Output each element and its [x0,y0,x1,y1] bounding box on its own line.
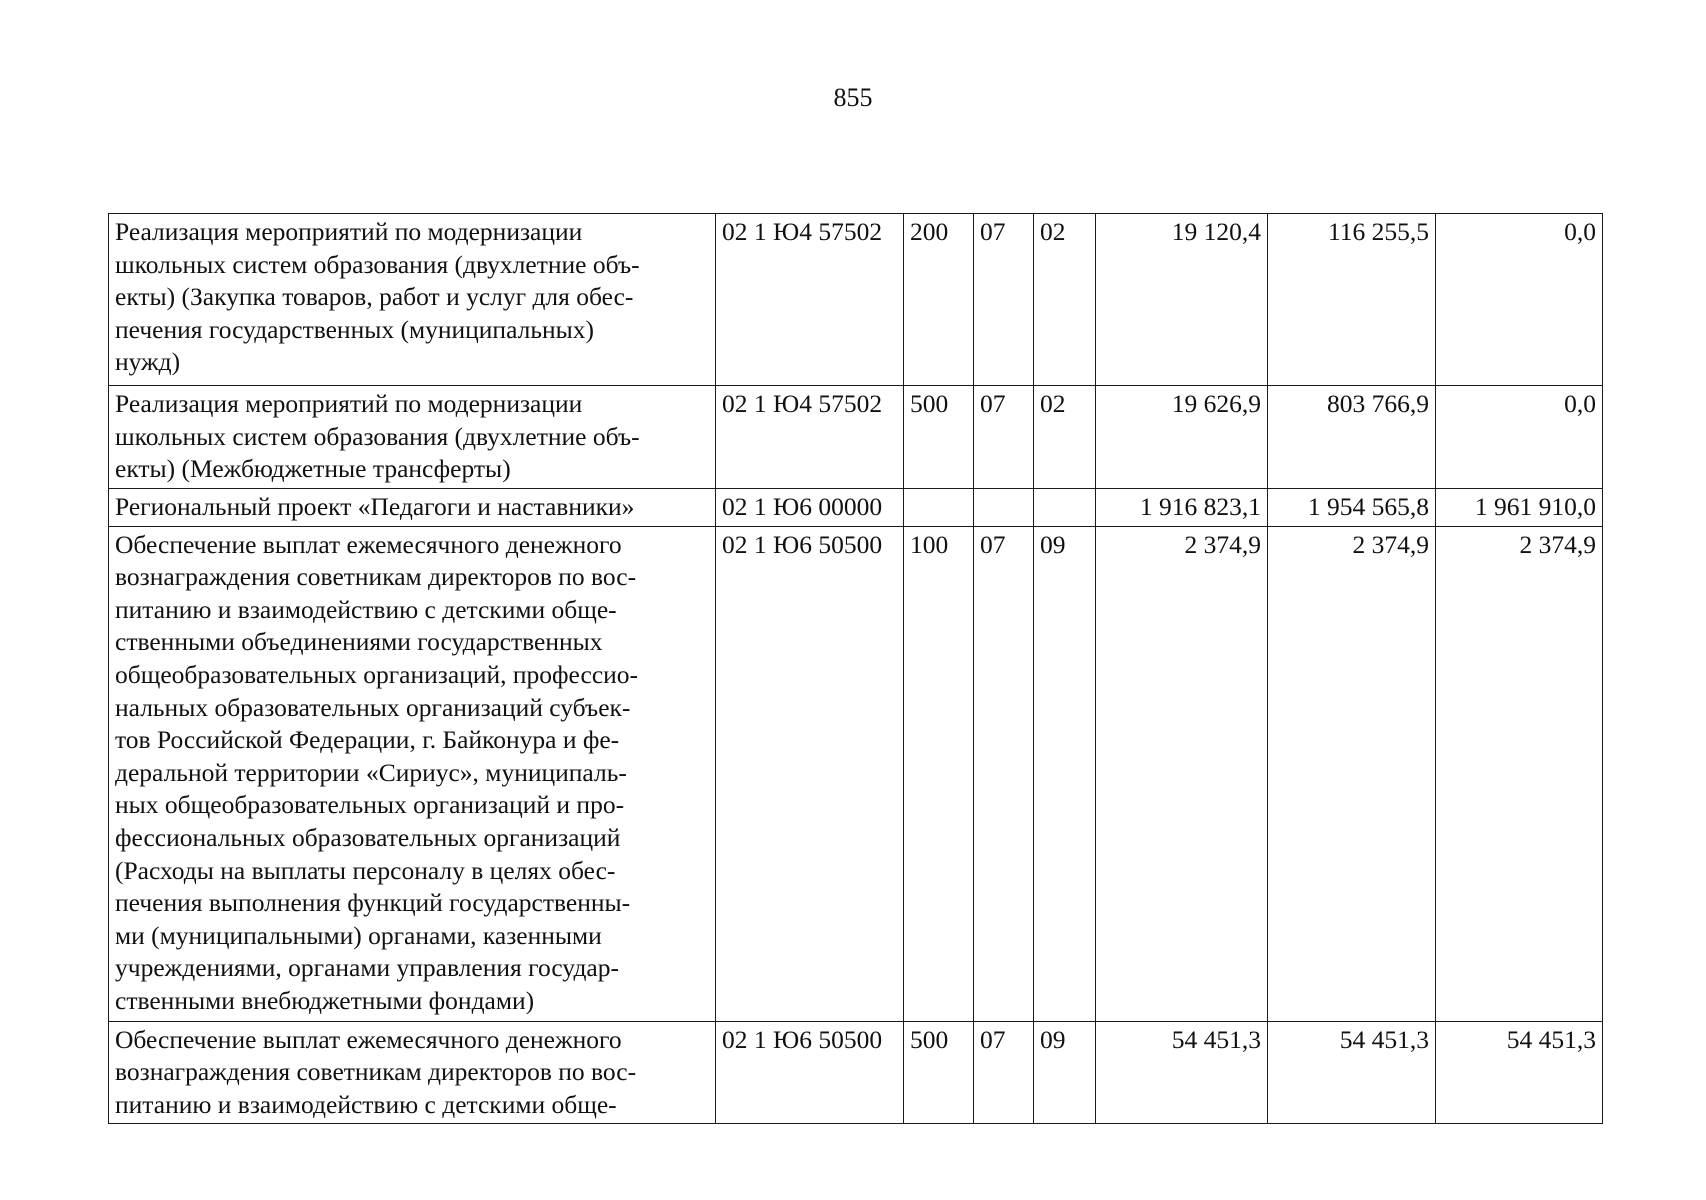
amount-year1-cell: 54 451,3 [1096,1021,1268,1124]
section-cell: 07 [974,526,1034,1021]
amount-year3-cell: 0,0 [1436,386,1603,489]
expense-name-cell: Реализация мероприятий по модернизации школьных систем образования (двухлетние объ- екты) (Межбюджетные трансферты) [109,386,716,489]
amount-year3-cell: 54 451,3 [1436,1021,1603,1124]
amount-year3-cell: 1 961 910,0 [1436,489,1603,527]
subsection-cell: 09 [1034,1021,1096,1124]
target-code-cell: 02 1 Ю6 50500 [716,1021,904,1124]
amount-year2-cell: 803 766,9 [1268,386,1436,489]
amount-year1-cell: 2 374,9 [1096,526,1268,1021]
amount-year2-cell: 2 374,9 [1268,526,1436,1021]
expense-type-cell [904,489,974,527]
amount-year2-cell: 1 954 565,8 [1268,489,1436,527]
expense-name-cell: Обеспечение выплат ежемесячного денежного вознаграждения советникам директоров по вос- питанию и взаимодействию с детскими обще- ственными объединениями государственных общеобразовательных организаций, профессио- нальных образовательных организаций субъек- тов Российской Федерации, г. Байконура и фе- деральной территории «Сириус», муниципаль- ных общеобразовательных организаций и про- фессиональных образовательных организаций (Расходы на выплаты персоналу в целях обес- печения выполнения функций государственны- ми (муниципальными) органами, казенными учреждениями, органами управления государ- ственными внебюджетными фондами) [109,526,716,1021]
subsection-cell: 02 [1034,386,1096,489]
section-cell [974,489,1034,527]
subsection-cell: 02 [1034,214,1096,386]
amount-year1-cell: 1 916 823,1 [1096,489,1268,527]
target-code-cell: 02 1 Ю4 57502 [716,214,904,386]
expense-type-cell: 200 [904,214,974,386]
expense-type-cell: 500 [904,1021,974,1124]
section-cell: 07 [974,1021,1034,1124]
amount-year3-cell: 2 374,9 [1436,526,1603,1021]
amount-year2-cell: 116 255,5 [1268,214,1436,386]
subsection-cell: 09 [1034,526,1096,1021]
target-code-cell: 02 1 Ю4 57502 [716,386,904,489]
target-code-cell: 02 1 Ю6 00000 [716,489,904,527]
amount-year2-cell: 54 451,3 [1268,1021,1436,1124]
table-row [109,386,1603,489]
expense-name-cell: Обеспечение выплат ежемесячного денежного вознаграждения советникам директоров по вос- питанию и взаимодействию с детскими обще- [109,1021,716,1124]
subsection-cell [1034,489,1096,527]
table-row [109,489,1603,527]
expense-type-cell: 100 [904,526,974,1021]
table-row [109,214,1603,386]
amount-year1-cell: 19 626,9 [1096,386,1268,489]
table-row [109,526,1603,1021]
amount-year3-cell: 0,0 [1436,214,1603,386]
section-cell: 07 [974,214,1034,386]
table-row [109,1021,1603,1124]
expense-name-cell: Региональный проект «Педагоги и наставники» [109,489,716,527]
budget-table [108,213,1603,1124]
section-cell: 07 [974,386,1034,489]
expense-name-cell: Реализация мероприятий по модернизации школьных систем образования (двухлетние объ- екты) (Закупка товаров, работ и услуг для обес- печения государственных (муниципальных) нужд) [109,214,716,386]
page-number: 855 [833,83,873,112]
amount-year1-cell: 19 120,4 [1096,214,1268,386]
expense-type-cell: 500 [904,386,974,489]
target-code-cell: 02 1 Ю6 50500 [716,526,904,1021]
